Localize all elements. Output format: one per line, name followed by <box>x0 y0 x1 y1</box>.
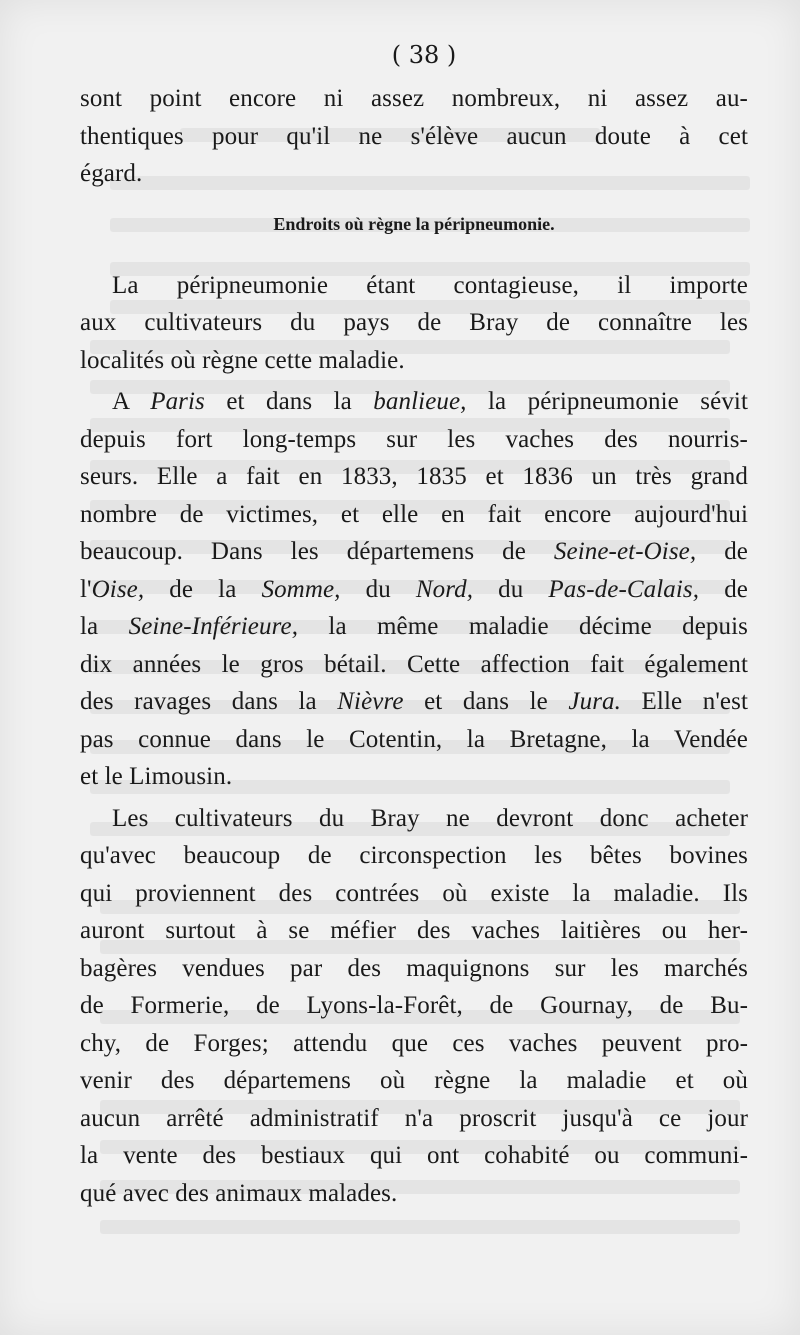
text-line: dix années le gros bétail. Cette affection fait également <box>80 650 748 678</box>
text-line: depuis fort long-temps sur les vaches des nourris- <box>80 425 748 453</box>
text-line: seurs. Elle a fait en 1833, 1835 et 1836 un très grand <box>80 463 748 490</box>
text-line: nombre de victimes, et elle en fait encore aujourd'hui <box>80 500 748 528</box>
text-line: égard. <box>80 160 143 187</box>
bleed-line <box>100 1220 740 1234</box>
text-line: Les cultivateurs du Bray ne devront donc acheter <box>112 804 748 832</box>
text-line: localités où règne cette maladie. <box>80 346 405 374</box>
text-span: et dans le <box>403 688 569 715</box>
text-line: de Formerie, de Lyons-la-Forêt, de Gournay, de Bu- <box>80 992 748 1019</box>
text-line: qué avec des animaux malades. <box>80 1179 398 1207</box>
place-seine-inferieure: Seine-Inférieure, <box>128 613 299 640</box>
page-number: ( 38 ) <box>391 41 457 69</box>
text-line <box>80 683 748 721</box>
text-line: aucun arrêté administratif n'a proscrit jusqu'à ce jour <box>80 1104 748 1132</box>
intro-paragraph <box>80 80 748 193</box>
paragraph-localities <box>80 383 748 796</box>
place-jura: Jura. <box>568 688 621 715</box>
text-line: thentiques pour qu'il ne s'élève aucun doute à cet <box>80 122 748 150</box>
place-oise: Oise, <box>91 575 145 603</box>
text-line: chy, de Forges; attendu que ces vaches peuvent pro- <box>80 1029 748 1057</box>
paragraph-contagion <box>80 267 748 380</box>
text-span: du <box>340 575 416 603</box>
page-text <box>80 40 748 1212</box>
text-span: de la <box>144 575 262 603</box>
place-banlieue: banlieue, <box>373 388 467 415</box>
text-line: La péripneumonie étant contagieuse, il importe <box>112 271 748 299</box>
text-span: la <box>80 613 129 640</box>
text-span: et dans la <box>204 388 374 415</box>
place-nievre: Nièvre <box>337 688 404 715</box>
text-span: l' <box>80 575 92 603</box>
text-span: beaucoup. Dans les départemens de <box>80 538 554 565</box>
text-line <box>80 533 748 571</box>
text-line: qui proviennent des contrées où existe la maladie. Ils <box>80 879 748 907</box>
text-line: sont point encore ni assez nombreux, ni assez au- <box>80 85 748 112</box>
text-line: pas connue dans le Cotentin, la Bretagne, la Vendée <box>80 725 748 753</box>
place-paris: Paris <box>150 388 205 415</box>
text-line <box>80 608 748 646</box>
text-line: qu'avec beaucoup de circonspection les bêtes bovines <box>80 842 748 869</box>
text-line: bagères vendues par des maquignons sur les marchés <box>80 954 748 982</box>
text-span: du <box>473 575 549 603</box>
text-span: la même maladie décime depuis <box>298 613 748 640</box>
place-somme: Somme, <box>261 575 341 603</box>
text-line: auront surtout à se méfier des vaches laitières ou her- <box>80 917 748 944</box>
place-pas-de-calais: Pas-de-Calais, <box>548 575 700 603</box>
section-heading: Endroits où règne la péripneumonie. <box>273 213 555 234</box>
text-line <box>80 383 748 421</box>
place-seine-et-oise: Seine-et-Oise, <box>553 538 697 565</box>
text-line: la vente des bestiaux qui ont cohabité ou communi- <box>80 1142 748 1169</box>
text-span: des ravages dans la <box>80 688 338 715</box>
text-line: venir des départemens où règne la maladie et où <box>80 1067 748 1094</box>
text-line: aux cultivateurs du pays de Bray de connaître les <box>80 309 748 336</box>
place-nord: Nord, <box>415 575 474 603</box>
text-line <box>80 571 748 609</box>
text-span: A <box>112 388 151 415</box>
text-line: et le Limousin. <box>80 763 233 790</box>
paragraph-advice <box>80 800 748 1213</box>
text-span: la péripneumonie sévit <box>466 388 749 415</box>
text-span: de <box>696 538 748 565</box>
text-span: Elle n'est <box>621 688 748 715</box>
text-span: de <box>699 575 748 603</box>
